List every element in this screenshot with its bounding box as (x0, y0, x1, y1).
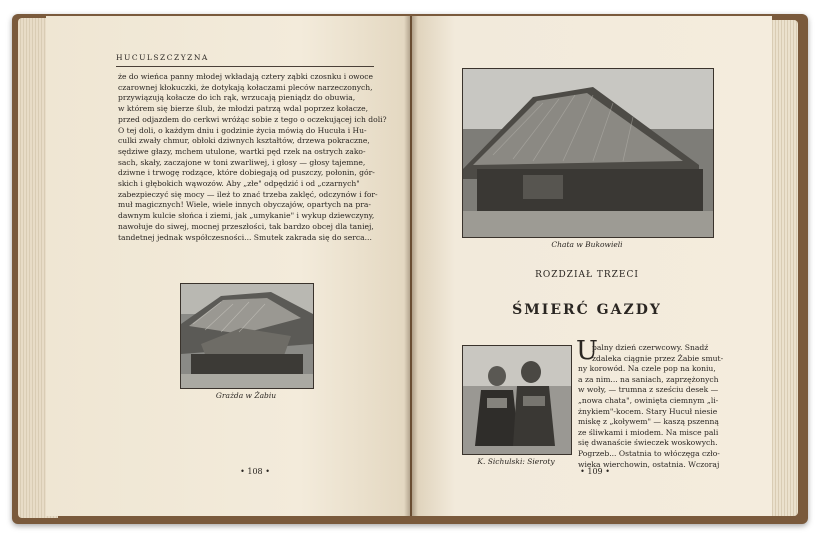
photo-caption: K. Sichulski: Sieroty (477, 457, 555, 466)
page-number-value: 108 (247, 467, 263, 476)
text-line: miskę z „koływem" — kaszą pszenną (578, 417, 719, 427)
text-line: muł magicznych! Wiele, wiele innych obyczajów, opartych na pra- (118, 200, 371, 210)
ornament: • (265, 467, 270, 476)
text-line: czarownej kłokuczki, że dotykają kołaczami pleców narzeczonych, (118, 82, 373, 92)
ornament: • (580, 467, 585, 476)
text-line: dziwne i trwogę rodzące, które dobiegają od puszczy, połonin, gór- (118, 168, 375, 178)
text-line: dawnym kulcie słońca i ziemi, jak „umykanie" i wykup dziewczyny, (118, 211, 375, 221)
drop-cap: U (576, 336, 598, 366)
text-line: zdaleka ciągnie przez Żabie smut- (592, 353, 724, 363)
text-line: wieka wierchowin, ostatnia. Wczoraj (578, 459, 720, 469)
book-gutter (404, 16, 418, 516)
text-line: przywiązują kołacze do ich rąk, wrzucają pieniądz do obuwia, (118, 93, 356, 103)
text-line: nawołuje do siwej, mocnej przeszłości, tak bardzo obcej dla taniej, (118, 221, 374, 231)
text-line: Pogrzeb... Ostatnia to włóczęga czło- (578, 448, 720, 458)
chapter-label: ROZDZIAŁ TRZECI (535, 270, 639, 280)
text-line: się dwanaście świeczek woskowych. (578, 438, 718, 448)
text-line: ze śliwkami i miodem. Na misce pali (578, 427, 719, 437)
ornament: • (240, 467, 245, 476)
photo-chata (462, 68, 714, 238)
text-line: tandetnej jednak współczesności... Smutek zakrada się do serca... (118, 232, 372, 242)
running-head: HUCULSZCZYZNA (116, 53, 209, 62)
text-line: żnykiem"-kocem. Stary Hucuł niesie (578, 406, 718, 416)
text-line: ny korowód. Na czele pop na koniu, (578, 364, 716, 374)
text-line: culki zwały chmur, obłoki dziwnych kształtów, drzewa pokraczne, (118, 136, 370, 146)
text-line: sach, skały, zaczajone w toni zwarliwej, i głosy — głosy tajemne, (118, 157, 366, 167)
text-line: a za nim... na saniach, zaprzężonych (578, 374, 719, 384)
chapter-title: ŚMIERĆ GAZDY (512, 302, 662, 318)
text-line: „nowa chata", owinięta ciemnym „li- (578, 395, 719, 405)
left-body-text (118, 72, 387, 243)
page-number (230, 467, 280, 476)
header-rule (116, 66, 374, 67)
text-line: w którem się bierze ślub, że młodzi patrzą wdal poprzez kołacze, (118, 104, 369, 114)
text-line: palny dzień czerwcowy. Snadź (592, 343, 709, 352)
text-line: sędziwe głazy, mchem utulone, wartki pęd rzek na ostrych zako- (118, 146, 366, 156)
text-line: skich i głębokich wąwozów. Aby „złe" odpędzić i od „czarnych" (118, 179, 360, 189)
text-line: w woły, — trumna z sześciu desek — (578, 385, 719, 395)
text-line: że do wieńca panny młodej wkładają cztery ząbki czosnku i owoce (118, 72, 373, 81)
ornament: • (605, 467, 610, 476)
right-body-text (578, 343, 724, 470)
photo-grazda (180, 283, 314, 389)
text-line: O tej doli, o każdym dniu i godzinie życia mówią do Hucuła i Hu- (118, 125, 367, 135)
page-number (570, 467, 620, 476)
text-line: zabezpieczyć się mocy — ileż to znać trzeba zaklęć, odczynów i for- (118, 189, 378, 199)
photo-sieroty (462, 345, 572, 455)
text-line: przed odjazdem do cerkwi wróżąc sobie z tego o oczekującej ich doli? (118, 114, 387, 124)
photo-caption: Grażda w Żabiu (215, 391, 277, 400)
photo-caption: Chata w Bukowieli (551, 240, 623, 249)
page-number-value: 109 (587, 467, 603, 476)
